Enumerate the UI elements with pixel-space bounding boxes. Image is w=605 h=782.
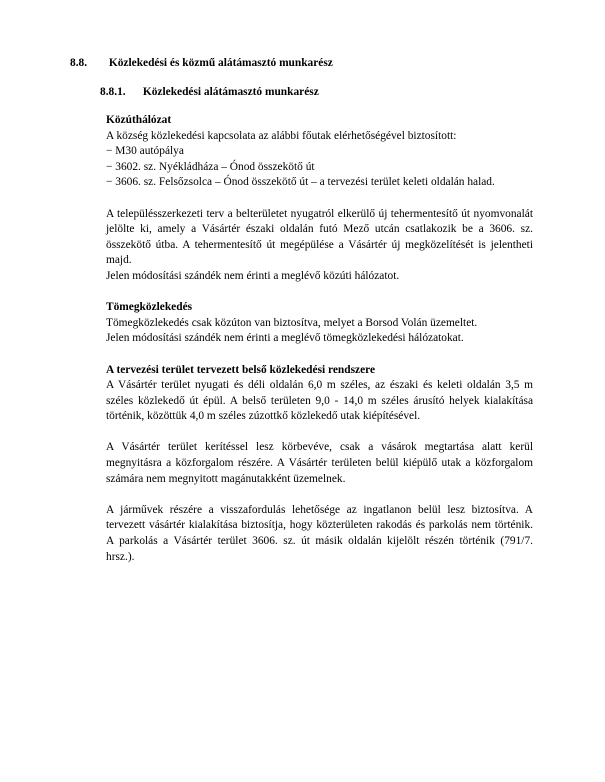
road-network-title: Közúthálózat bbox=[106, 114, 172, 126]
section-heading bbox=[70, 56, 333, 72]
document-body bbox=[106, 113, 533, 565]
paragraph-line: hrsz.). bbox=[106, 550, 135, 563]
public-transport-line: Jelen módosítási szándék nem érinti a meglévő tömegközlekedési hálózatokat. bbox=[106, 332, 464, 345]
section-number: 8.8. bbox=[70, 57, 88, 69]
paragraph-line: majd. bbox=[106, 254, 132, 267]
paragraph-line: megnyitásra a közforgalom részére. A Vásártér területen belül kiépülő utak a közforgalom bbox=[106, 457, 533, 470]
paragraph-line: számára nem megnyitott magánutakként üzemelnek. bbox=[106, 472, 346, 485]
road-item: − 3606. sz. Felsőzsolca – Ónod összekötő út – a tervezési terület keleti oldalán halad. bbox=[106, 176, 495, 189]
paragraph-line: A településszerkezeti terv a belterületet nyugatról elkerülő új tehermentesítő út nyomvonalát bbox=[106, 207, 533, 220]
paragraph-line: A parkolás a Vásártér terület 3606. sz. út másik oldalán kijelölt részén történik (791/7. bbox=[106, 535, 533, 548]
paragraph-line: tervezett vásártér kialakítása biztosítja, hogy közterületen rakodás és parkolás nem történik. bbox=[106, 519, 533, 532]
public-transport-title: Tömegközlekedés bbox=[106, 301, 193, 314]
subsection-number: 8.8.1. bbox=[100, 86, 126, 98]
road-network-note: Jelen módosítási szándék nem érinti a meglévő közúti hálózatot. bbox=[106, 269, 400, 282]
internal-paragraph-1 bbox=[106, 378, 533, 425]
paragraph-line: összekötő útba. A tehermentesítő út megépülése a Vásártér új megközelítését is jelentheti bbox=[106, 238, 533, 251]
paragraph-line: A Vásártér terület kerítéssel lesz körbevéve, csak a vásárok megtartása alatt kerül bbox=[106, 441, 533, 454]
subsection-title: Közlekedési alátámasztó munkarész bbox=[142, 86, 319, 98]
road-item: − M30 autópálya bbox=[106, 145, 184, 158]
paragraph-line: jelölte ki, amely a Vásártér északi oldalán futó Mező utcán csatlakozik be a 3606. sz. bbox=[106, 223, 533, 236]
section-title: Közlekedési és közmű alátámasztó munkarész bbox=[108, 57, 333, 69]
internal-paragraph-3 bbox=[106, 503, 533, 565]
paragraph-line: A járművek részére a visszafordulás lehetősége az ingatlanon belül lesz biztosítva. A bbox=[106, 503, 533, 516]
subsection-heading bbox=[100, 85, 319, 101]
road-item: − 3602. sz. Nyékládháza – Ónod összekötő út bbox=[106, 160, 315, 173]
road-network-paragraph bbox=[106, 207, 533, 269]
road-network-intro: A község közlekedési kapcsolata az alábbi főutak elérhetőségével biztosított: bbox=[106, 129, 457, 142]
paragraph-line: széles közlekedő út épül. A belső területen 9,0 - 14,0 m széles árusító helyek kialakítása bbox=[106, 394, 533, 407]
paragraph-line: történik, közöttük 4,0 m széles zúzottkő közlekedő utak kiépítésével. bbox=[106, 410, 421, 423]
internal-transport-title: A tervezési terület tervezett belső közlekedési rendszere bbox=[106, 363, 376, 376]
paragraph-line: A Vásártér terület nyugati és déli oldalán 6,0 m széles, az északi és keleti oldalán 3,5 m bbox=[106, 379, 533, 392]
internal-paragraph-2 bbox=[106, 440, 533, 487]
public-transport-line: Tömegközlekedés csak közúton van biztosítva, melyet a Borsod Volán üzemeltet. bbox=[106, 316, 478, 329]
